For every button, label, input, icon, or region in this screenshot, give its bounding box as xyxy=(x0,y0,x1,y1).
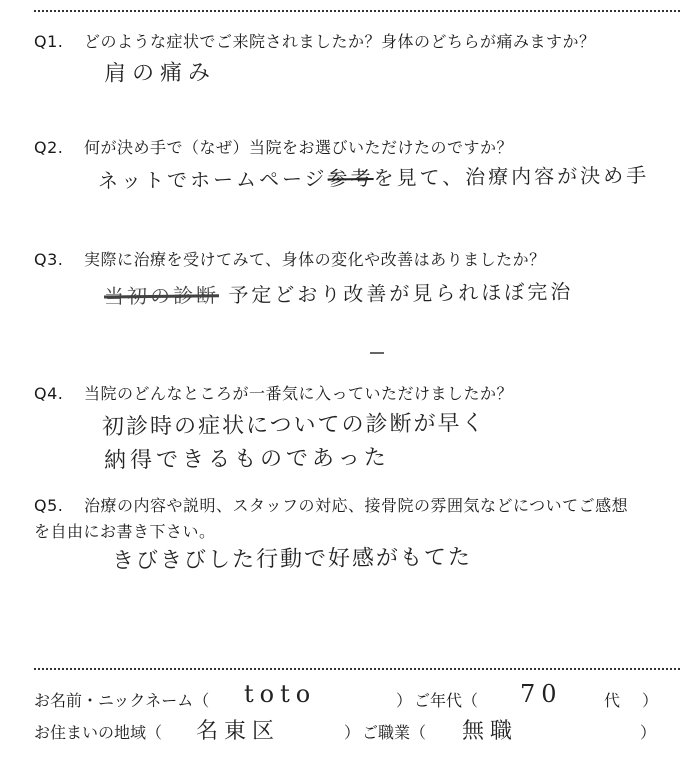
answer-4-line-2: 納得できるものであった xyxy=(103,445,390,474)
age-label: ご年代（ xyxy=(414,691,479,710)
answer-4-line-1: 初診時の症状についての診断が早く xyxy=(101,410,486,441)
question-5-text: 治療の内容や説明、スタッフの対応、接骨院の雰囲気などについてご感想 xyxy=(84,496,629,515)
area-label: お住まいの地域（ xyxy=(34,723,163,742)
question-4-number: Q4. xyxy=(34,384,64,403)
question-5-text-line-2: を自由にお書き下さい。 xyxy=(34,522,216,541)
question-3 xyxy=(34,250,546,270)
question-2 xyxy=(34,138,513,158)
question-4-text: 当院のどんなところが一番気に入っていただけましたか？ xyxy=(84,384,514,403)
answer-1: 肩の痛み xyxy=(103,60,217,87)
job-value[interactable]: 無職 xyxy=(462,719,519,744)
age-unit: 代 xyxy=(604,691,621,710)
job-label: ご職業（ xyxy=(362,723,427,742)
question-1 xyxy=(34,32,596,52)
question-4 xyxy=(34,384,513,404)
question-1-text: どのような症状でご来院されましたか？身体のどちらが痛みますか？ xyxy=(84,32,596,51)
answer-3 xyxy=(104,278,574,311)
stray-mark xyxy=(370,352,384,354)
area-value[interactable]: 名東区 xyxy=(196,719,281,744)
age-value[interactable]: 70 xyxy=(520,680,563,708)
answer-2-de: で xyxy=(166,167,191,193)
area-close: ） xyxy=(344,723,361,742)
answer-2-suffix: を見て、治療内容が決め手 xyxy=(373,163,650,190)
answer-3-struck: 当初の診断 xyxy=(103,283,220,309)
answer-3-main: 予定どおり改善が見られほぼ完治 xyxy=(228,279,574,308)
question-5 xyxy=(34,496,628,516)
question-1-number: Q1. xyxy=(34,32,64,51)
job-close: ） xyxy=(640,723,657,742)
answer-2-prefix: ネット xyxy=(97,168,168,193)
question-2-number: Q2. xyxy=(34,138,64,157)
name-close: ） xyxy=(396,691,413,710)
question-3-text: 実際に治療を受けてみて、身体の変化や改善はありましたか？ xyxy=(84,250,546,269)
name-label: お名前・ニックネーム（ xyxy=(34,691,210,710)
question-2-text: 何が決め手で（なぜ）当院をお選びいただけたのですか？ xyxy=(84,138,514,157)
answer-2 xyxy=(98,161,649,195)
top-divider xyxy=(34,10,680,12)
name-value[interactable]: toto xyxy=(244,680,317,708)
question-5-number: Q5. xyxy=(34,496,64,515)
age-close: ） xyxy=(642,691,659,710)
footer-divider xyxy=(34,668,680,670)
answer-5: きびきびした行動で好感がもてた xyxy=(111,545,473,574)
question-3-number: Q3. xyxy=(34,250,64,269)
answer-2-homepage: ホームページ xyxy=(189,166,328,192)
answer-2-struck: 参考 xyxy=(327,166,374,191)
